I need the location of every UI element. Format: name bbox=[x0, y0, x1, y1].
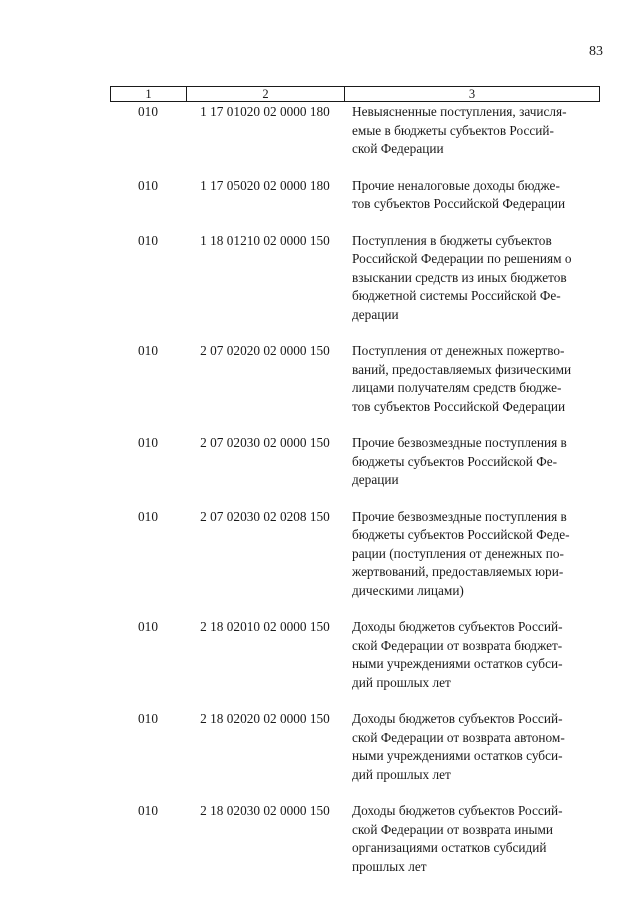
description-line: тов субъектов Российской Федерации bbox=[352, 196, 566, 211]
description-line: Доходы бюджетов субъектов Россий- bbox=[352, 711, 563, 726]
kbk-code-cell: 1 17 05020 02 0000 180 bbox=[200, 177, 330, 193]
description-line: Поступления в бюджеты субъектов bbox=[352, 232, 552, 248]
admin-code-cell: 010 bbox=[138, 435, 158, 450]
description-line: дерации bbox=[352, 472, 399, 487]
admin-code-cell: 010 bbox=[138, 232, 158, 248]
description-line: ваний, предоставляемых физическими bbox=[352, 361, 572, 377]
description-line: бюджеты субъектов Российской Фе- bbox=[352, 453, 558, 469]
kbk-code-cell: 1 18 01210 02 0000 150 bbox=[200, 232, 330, 248]
description-cell bbox=[344, 177, 598, 214]
description-line: ными учреждениями остатков субси- bbox=[352, 656, 563, 671]
column-header-1: 1 bbox=[111, 87, 187, 101]
admin-code-cell: 010 bbox=[138, 803, 158, 818]
description-line: ской Федерации bbox=[352, 141, 444, 156]
table-row bbox=[110, 434, 600, 490]
column-header-3: 3 bbox=[468, 87, 476, 101]
table-row bbox=[110, 710, 600, 784]
table-row bbox=[110, 177, 600, 214]
description-line: ской Федерации от возврата автоном- bbox=[352, 729, 565, 745]
table-row bbox=[110, 802, 600, 876]
admin-code-cell: 010 bbox=[138, 619, 158, 634]
description-cell bbox=[344, 434, 598, 490]
description-line: Российской Федерации по решениям о bbox=[352, 251, 572, 266]
description-line: Доходы бюджетов субъектов Россий- bbox=[352, 619, 563, 634]
description-line: рации (поступления от денежных по- bbox=[352, 545, 564, 561]
description-line: дий прошлых лет bbox=[352, 674, 451, 690]
description-line: бюджетной системы Российской Фе- bbox=[352, 288, 561, 303]
admin-code-cell: 010 bbox=[138, 104, 158, 119]
kbk-code-cell: 2 07 02030 02 0000 150 bbox=[200, 435, 330, 450]
description-line: ской Федерации от возврата бюджет- bbox=[352, 637, 563, 653]
page-number: 83 bbox=[589, 44, 603, 59]
table-body bbox=[110, 103, 600, 894]
description-line: Прочие безвозмездные поступления в bbox=[352, 508, 567, 524]
table-row bbox=[110, 103, 600, 159]
table-row bbox=[110, 232, 600, 325]
description-cell bbox=[344, 508, 598, 601]
admin-code-cell: 010 bbox=[138, 177, 158, 193]
description-cell bbox=[344, 232, 598, 325]
admin-code-cell: 010 bbox=[138, 343, 158, 358]
description-cell bbox=[344, 103, 598, 159]
description-cell bbox=[344, 342, 598, 416]
description-line: дий прошлых лет bbox=[352, 766, 451, 782]
description-line: Прочие безвозмездные поступления в bbox=[352, 435, 567, 450]
description-line: организациями остатков субсидий bbox=[352, 840, 547, 855]
description-line: ными учреждениями остатков субси- bbox=[352, 748, 563, 763]
description-line: лицами получателям средств бюдже- bbox=[352, 380, 562, 395]
table-row bbox=[110, 508, 600, 601]
description-line: ской Федерации от возврата иными bbox=[352, 821, 553, 837]
table-header-row bbox=[110, 86, 600, 102]
kbk-code-cell: 2 18 02020 02 0000 150 bbox=[200, 711, 330, 726]
description-line: емые в бюджеты субъектов Россий- bbox=[352, 122, 554, 138]
table-row bbox=[110, 618, 600, 692]
column-header-2: 2 bbox=[187, 87, 345, 101]
description-line: Доходы бюджетов субъектов Россий- bbox=[352, 803, 563, 818]
kbk-code-cell: 1 17 01020 02 0000 180 bbox=[200, 104, 330, 119]
kbk-code-cell: 2 07 02030 02 0208 150 bbox=[200, 508, 330, 524]
kbk-code-cell: 2 18 02030 02 0000 150 bbox=[200, 803, 330, 818]
description-line: Прочие неналоговые доходы бюдже- bbox=[352, 177, 560, 193]
description-line: Поступления от денежных пожертво- bbox=[352, 343, 565, 358]
description-line: взыскании средств из иных бюджетов bbox=[352, 269, 567, 285]
description-line: дическими лицами) bbox=[352, 582, 464, 598]
table-row bbox=[110, 342, 600, 416]
admin-code-cell: 010 bbox=[138, 711, 158, 726]
description-cell bbox=[344, 802, 598, 876]
description-line: тов субъектов Российской Федерации bbox=[352, 398, 566, 414]
description-cell bbox=[344, 618, 598, 692]
admin-code-cell: 010 bbox=[138, 508, 158, 524]
description-cell bbox=[344, 710, 598, 784]
description-line: Невыясненные поступления, зачисля- bbox=[352, 104, 567, 119]
description-line: бюджеты субъектов Российской Феде- bbox=[352, 527, 570, 542]
description-line: прошлых лет bbox=[352, 858, 427, 874]
kbk-code-cell: 2 18 02010 02 0000 150 bbox=[200, 619, 330, 634]
description-line: дерации bbox=[352, 306, 399, 322]
description-line: жертвований, предоставляемых юри- bbox=[352, 564, 564, 579]
kbk-code-cell: 2 07 02020 02 0000 150 bbox=[200, 343, 330, 358]
